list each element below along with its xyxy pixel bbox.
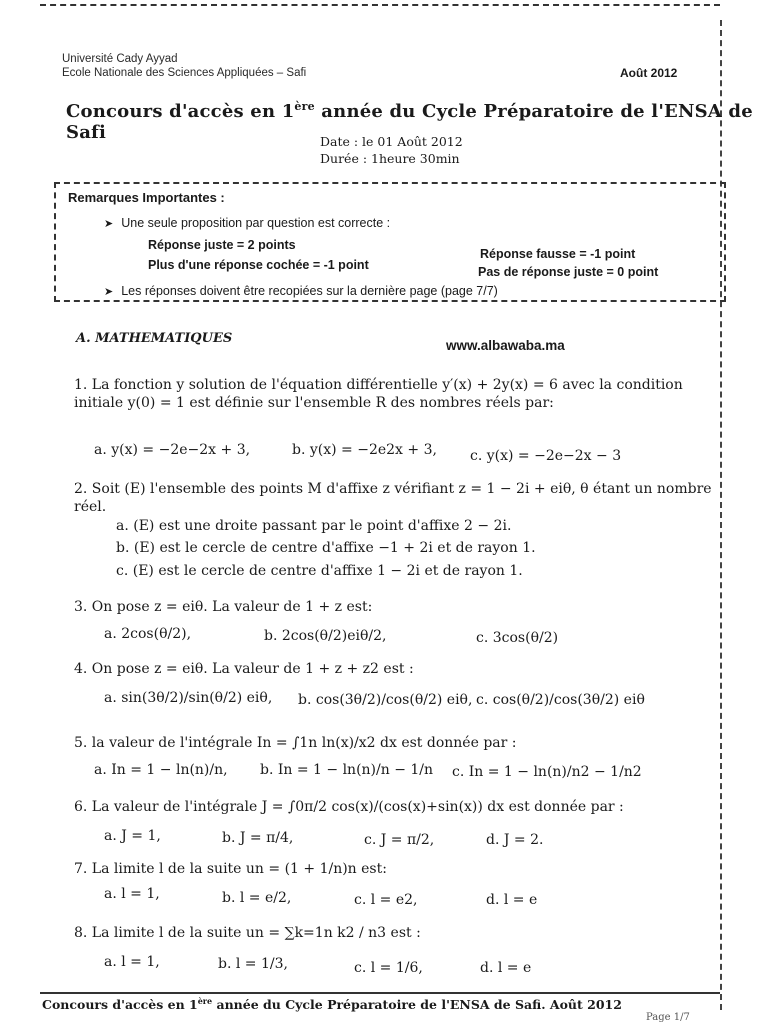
- question-8-option-d: d. l = e: [480, 960, 532, 976]
- question-4-option-b: b. cos(3θ/2)/cos(θ/2) eiθ,: [298, 692, 473, 708]
- question-1-option-a: a. y(x) = −2e−2x + 3,: [94, 442, 251, 458]
- question-2-option-c: c. (E) est le cercle de centre d'affixe 1 − 2i et de rayon 1.: [116, 563, 523, 579]
- question-2-option-b: b. (E) est le cercle de centre d'affixe −1 + 2i et de rayon 1.: [116, 540, 536, 556]
- question-8-option-c: c. l = 1/6,: [354, 960, 423, 976]
- school-name: Ecole Nationale des Sciences Appliquées – Safi: [62, 67, 307, 79]
- question-4-option-c: c. cos(θ/2)/cos(3θ/2) eiθ: [476, 692, 645, 708]
- exam-duration: Durée : 1heure 30min: [320, 151, 460, 166]
- question-3-option-a: a. 2cos(θ/2),: [104, 626, 192, 642]
- points-wrong: Réponse fausse = -1 point: [480, 247, 636, 261]
- question-6-option-b: b. J = π/4,: [222, 830, 294, 846]
- website-watermark: www.albawaba.ma: [446, 338, 565, 353]
- points-multiple: Plus d'une réponse cochée = -1 point: [148, 258, 369, 272]
- footer-text: Concours d'accès en 1ère année du Cycle Préparatoire de l'ENSA de Safi. Août 2012: [42, 996, 622, 1013]
- question-4-option-a: a. sin(3θ/2)/sin(θ/2) eiθ,: [104, 690, 273, 706]
- question-3-option-b: b. 2cos(θ/2)eiθ/2,: [264, 628, 387, 644]
- question-6-stem: 6. La valeur de l'intégrale J = ∫0π/2 cos(x)/(cos(x)+sin(x)) dx est donnée par :: [74, 799, 624, 815]
- question-7-stem: 7. La limite l de la suite un = (1 + 1/n)n est:: [74, 861, 387, 877]
- remark-item-2: ➤ Les réponses doivent être recopiées sur la dernière page (page 7/7): [104, 284, 498, 298]
- top-dashed-border: [40, 4, 720, 6]
- arrow-bullet-icon: ➤: [104, 218, 114, 230]
- remarks-title: Remarques Importantes :: [68, 190, 225, 205]
- arrow-bullet-icon: ➤: [104, 286, 114, 298]
- question-3-option-c: c. 3cos(θ/2): [476, 630, 559, 646]
- university-name: Université Cady Ayyad: [62, 53, 178, 65]
- question-7-option-d: d. l = e: [486, 892, 538, 908]
- section-title: A. MATHEMATIQUES: [76, 331, 233, 346]
- question-7-option-c: c. l = e2,: [354, 892, 418, 908]
- institution-header: [62, 52, 306, 80]
- question-7-option-a: a. l = 1,: [104, 886, 160, 902]
- question-5-option-c: c. In = 1 − ln(n)/n2 − 1/n2: [452, 764, 642, 780]
- question-2-option-a: a. (E) est une droite passant par le point d'affixe 2 − 2i.: [116, 518, 512, 534]
- question-4-stem: 4. On pose z = eiθ. La valeur de 1 + z + z2 est :: [74, 661, 414, 677]
- question-6-option-c: c. J = π/2,: [364, 832, 435, 848]
- question-3-stem: 3. On pose z = eiθ. La valeur de 1 + z est:: [74, 599, 373, 615]
- question-8-stem: 8. La limite l de la suite un = ∑k=1n k2 / n3 est :: [74, 925, 421, 941]
- question-1-stem: 1. La fonction y solution de l'équation différentielle y′(x) + 2y(x) = 6 avec la condition initiale y(0) = 1 est définie sur l'ensemble R des nombres réels par:: [74, 377, 683, 411]
- question-6-option-a: a. J = 1,: [104, 828, 161, 844]
- exam-date: Date : le 01 Août 2012: [320, 134, 463, 149]
- exam-title: Concours d'accès en 1ère année du Cycle Préparatoire de l'ENSA de Safi: [66, 100, 753, 143]
- page-number: Page 1/7: [646, 1012, 690, 1023]
- points-correct: Réponse juste = 2 points: [148, 238, 296, 252]
- footer-rule: [40, 992, 720, 994]
- right-dashed-border: [720, 20, 722, 1010]
- question-5-option-a: a. In = 1 − ln(n)/n,: [94, 762, 228, 778]
- question-1-option-c: c. y(x) = −2e−2x − 3: [470, 448, 622, 464]
- question-5-stem: 5. la valeur de l'intégrale In = ∫1n ln(x)/x2 dx est donnée par :: [74, 735, 517, 751]
- question-1-option-b: b. y(x) = −2e2x + 3,: [292, 442, 437, 458]
- question-6-option-d: d. J = 2.: [486, 832, 544, 848]
- question-7-option-b: b. l = e/2,: [222, 890, 292, 906]
- question-5-option-b: b. In = 1 − ln(n)/n − 1/n: [260, 762, 434, 778]
- remark-item-1: ➤ Une seule proposition par question est correcte :: [104, 216, 391, 230]
- question-2-stem: 2. Soit (E) l'ensemble des points M d'affixe z vérifiant z = 1 − 2i + eiθ, θ étant un nombre réel.: [74, 481, 712, 515]
- question-8-option-a: a. l = 1,: [104, 954, 160, 970]
- header-date: Août 2012: [620, 66, 678, 80]
- points-none: Pas de réponse juste = 0 point: [478, 265, 659, 279]
- question-8-option-b: b. l = 1/3,: [218, 956, 288, 972]
